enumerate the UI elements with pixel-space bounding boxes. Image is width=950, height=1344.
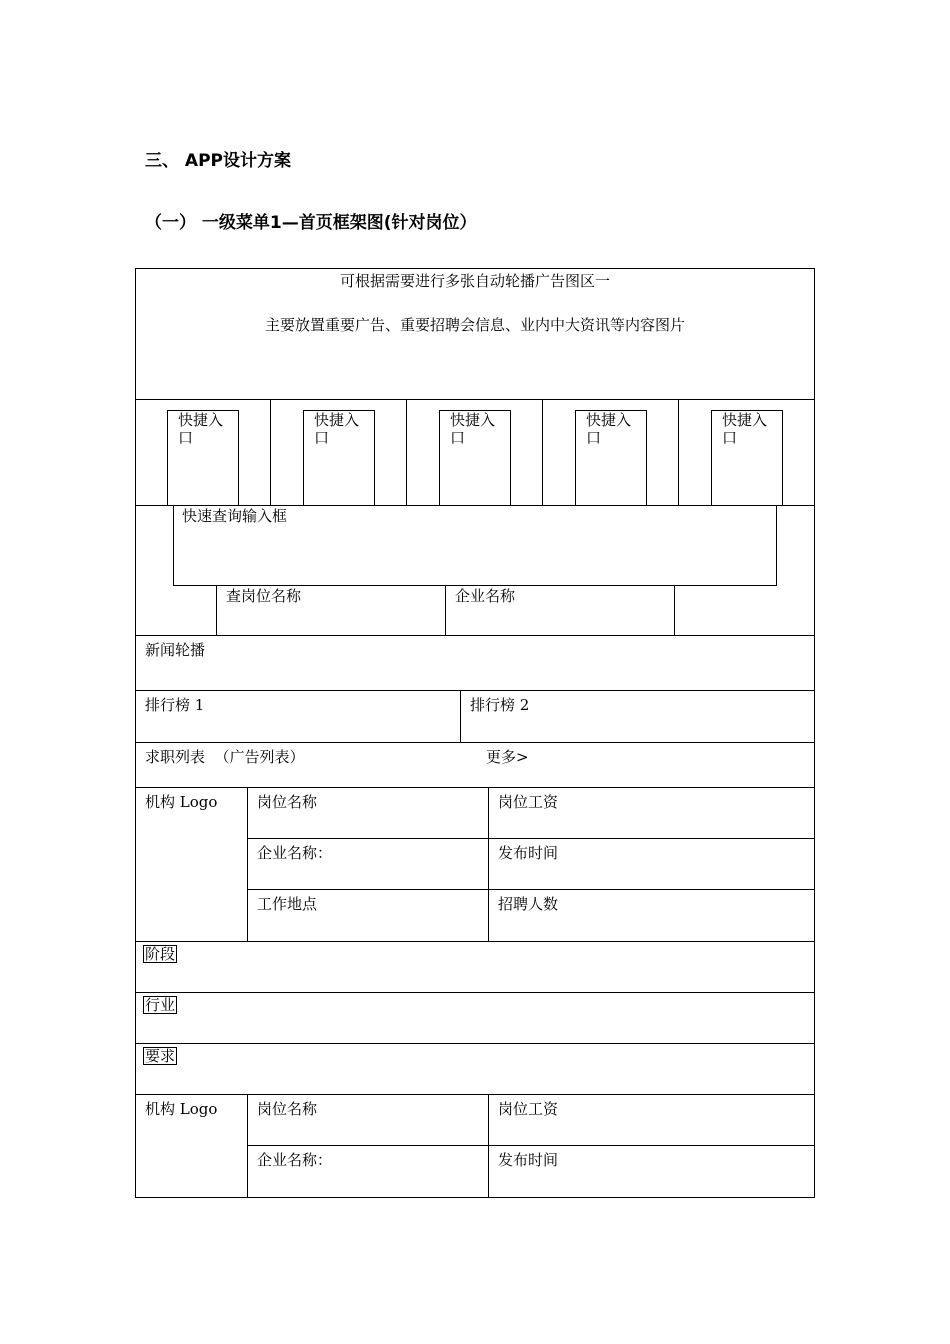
filter-requirement[interactable] — [143, 1047, 177, 1065]
job-title: 岗位名称 — [257, 793, 318, 811]
ranking-1[interactable]: 排行榜 1 — [145, 696, 205, 714]
org-logo: 机构 Logo — [145, 1100, 218, 1118]
company-name: 企业名称： — [257, 844, 333, 862]
shortcut-label: 快捷入口 — [178, 411, 224, 447]
filter-stage-label: 阶段 — [145, 945, 176, 963]
shortcut-label: 快捷入口 — [314, 411, 360, 447]
filter-industry-label: 行业 — [145, 996, 176, 1014]
shortcut-entry-1[interactable] — [167, 410, 239, 506]
company-name: 企业名称： — [257, 1151, 333, 1169]
shortcut-entry-2[interactable] — [303, 410, 375, 506]
shortcut-label: 快捷入口 — [450, 411, 496, 447]
filter-requirement-label: 要求 — [145, 1047, 176, 1065]
shortcut-entry-3[interactable] — [439, 410, 511, 506]
publish-time: 发布时间 — [498, 844, 559, 862]
search-by-job-label: 查岗位名称 — [226, 587, 302, 605]
job-salary: 岗位工资 — [498, 793, 559, 811]
banner-line-2: 主要放置重要广告、重要招聘会信息、业内中大资讯等内容图片 — [264, 316, 685, 334]
job-salary: 岗位工资 — [498, 1100, 559, 1118]
quick-search-label: 快速查询输入框 — [182, 507, 288, 525]
more-link[interactable]: 更多> — [486, 748, 529, 766]
headcount: 招聘人数 — [498, 895, 559, 913]
news-carousel-label[interactable]: 新闻轮播 — [145, 641, 206, 659]
banner-line-1: 可根据需要进行多张自动轮播广告图区一 — [339, 272, 610, 290]
shortcut-entry-4[interactable] — [575, 410, 647, 506]
subsection-heading: （一） 一级菜单1—首页框架图(针对岗位） — [145, 213, 477, 233]
quick-search-input[interactable] — [173, 505, 777, 586]
search-by-job-button[interactable] — [216, 585, 446, 636]
search-by-company-label: 企业名称 — [455, 587, 516, 605]
shortcut-entry-5[interactable] — [711, 410, 783, 506]
shortcut-label: 快捷入口 — [722, 411, 768, 447]
job-title: 岗位名称 — [257, 1100, 318, 1118]
shortcut-label: 快捷入口 — [586, 411, 632, 447]
filter-stage[interactable] — [143, 945, 177, 963]
section-heading: 三、 APP设计方案 — [145, 151, 291, 171]
work-location: 工作地点 — [257, 895, 318, 913]
publish-time: 发布时间 — [498, 1151, 559, 1169]
ranking-2[interactable]: 排行榜 2 — [470, 696, 530, 714]
job-list-title: 求职列表 （广告列表） — [145, 748, 305, 766]
org-logo: 机构 Logo — [145, 793, 218, 811]
filter-industry[interactable] — [143, 996, 177, 1014]
search-by-company-button[interactable] — [445, 585, 675, 636]
